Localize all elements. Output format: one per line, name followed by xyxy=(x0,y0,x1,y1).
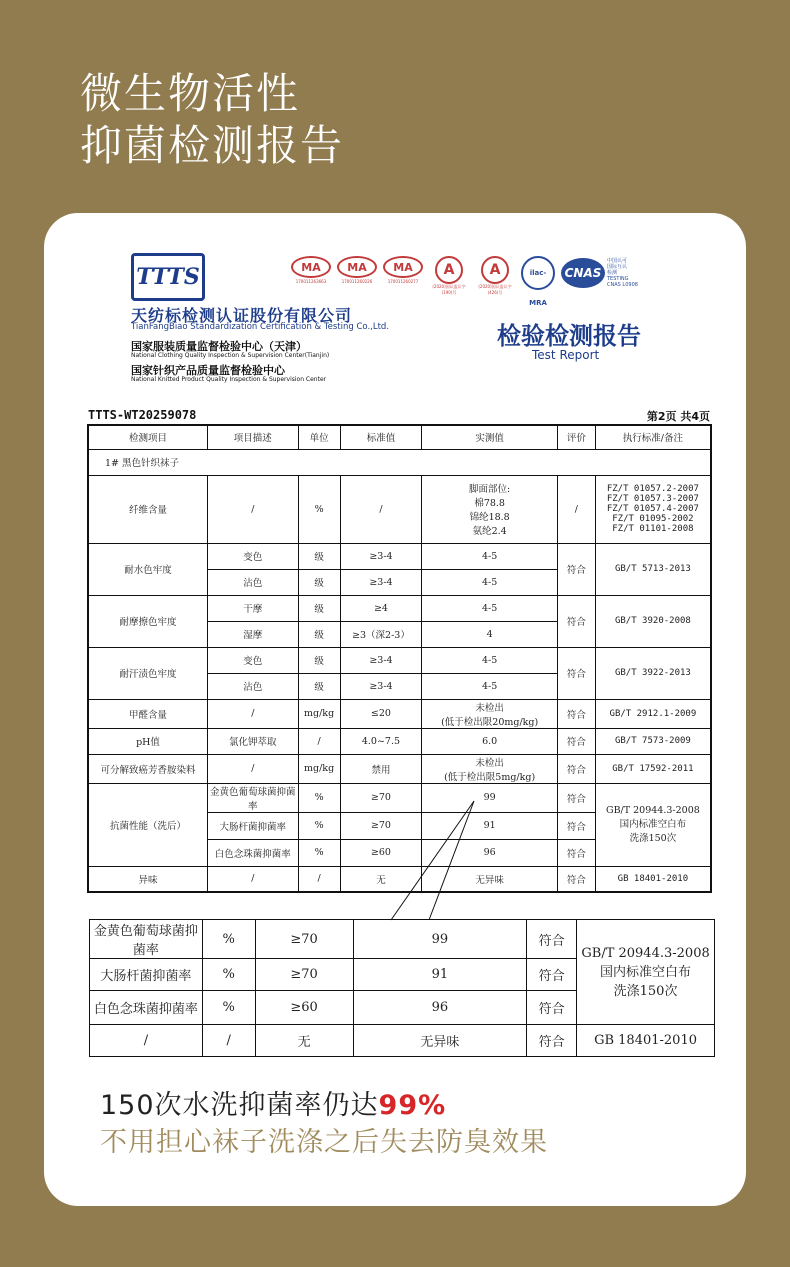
cal-mark-icon: A (2020)国认监认字(190)号 xyxy=(429,256,469,288)
table-row: 大肠杆菌抑菌率 % ≥70 91 符合 xyxy=(90,959,715,991)
table-row: 湿摩 级 ≥3（深2-3） 4 xyxy=(88,621,711,647)
table-header-row xyxy=(88,425,711,449)
center2-name: 国家针织产品质量监督检验中心 xyxy=(131,364,285,377)
ttts-logo: TTTS xyxy=(131,253,205,301)
cma-mark-icon: MA 170011260226 xyxy=(337,256,377,284)
caption-line1: 150次水洗抑菌率仍达99% xyxy=(100,1090,447,1121)
sample-row xyxy=(88,449,711,475)
hero-line1: 微生物活性 xyxy=(80,69,301,118)
table-row: 耐汗渍色牢度 变色 级 ≥3-4 4-5 符合 GB/T 3922-2013 xyxy=(88,647,711,673)
cnas-mark-icon: CNAS 中国认可 国际互认 检测 TESTING CNAS L0908 xyxy=(561,256,638,290)
zoomed-result-table xyxy=(89,919,715,1057)
table-row: 白色念珠菌抑菌率 % ≥60 96 符合 xyxy=(90,991,715,1025)
table-row: 抗菌性能（洗后） 金黄色葡萄球菌抑菌率 % ≥70 99 符合 GB/T 20944.3-2008 国内标准空白布 洗涤150次 xyxy=(88,783,711,812)
page-number: 第2页 共4页 xyxy=(646,410,710,423)
header-cell: 执行标准/备注 xyxy=(595,425,711,449)
table-row: 白色念珠菌抑菌率 % ≥60 96 符合 xyxy=(88,839,711,866)
table-row: 金黄色葡萄球菌抑菌率 % ≥70 99 符合 GB/T 20944.3-2008 国内标准空白布 洗涤150次 xyxy=(90,920,715,959)
table-row: 沾色 级 ≥3-4 4-5 xyxy=(88,673,711,699)
sample-label: 1# 黑色针织袜子 xyxy=(88,449,711,475)
hero-title xyxy=(80,68,344,172)
highlight-percent: 99% xyxy=(378,1090,447,1121)
table-row: 纤维含量 / % / 脚面部位: 棉78.8 锦纶18.8 氨纶2.4 / FZ/T 01057.2-2007 FZ/T 01057.3-2007 FZ/T 01057.4-2007 FZ/T 01095-2002 FZ/T 01101-2008 xyxy=(88,475,711,543)
header-cell: 评价 xyxy=(557,425,595,449)
cal-mark-icon: A (2020)国认监认字(426)号 xyxy=(475,256,515,288)
table-row: 耐水色牢度 变色 级 ≥3-4 4-5 符合 GB/T 5713-2013 xyxy=(88,543,711,569)
ilac-mra-icon: ilac-MRA xyxy=(521,256,555,290)
report-number: TTTS-WT20259078 xyxy=(88,408,197,422)
header-cell: 项目描述 xyxy=(208,425,299,449)
table-row: 异味 / / 无 无异味 符合 GB 18401-2010 xyxy=(88,866,711,892)
test-report-table xyxy=(87,424,712,893)
header-cell: 标准值 xyxy=(340,425,422,449)
table-row: 沾色 级 ≥3-4 4-5 xyxy=(88,569,711,595)
table-row: 可分解致癌芳香胺染料 / mg/kg 禁用 未检出 (低于检出限5mg/kg) 符合 GB/T 17592-2011 xyxy=(88,754,711,783)
hero-line2: 抑菌检测报告 xyxy=(80,121,345,170)
company-name: 天纺标检测认证股份有限公司 xyxy=(131,306,353,325)
header-cell: 检测项目 xyxy=(88,425,208,449)
center1-name: 国家服装质量监督检验中心（天津） xyxy=(131,340,307,353)
header-cell: 单位 xyxy=(298,425,340,449)
table-row: pH值 氯化钾萃取 / 4.0~7.5 6.0 符合 GB/T 7573-2009 xyxy=(88,728,711,754)
caption-line2: 不用担心袜子洗涤之后失去防臭效果 xyxy=(100,1127,548,1158)
table-row: 耐摩擦色牢度 干摩 级 ≥4 4-5 符合 GB/T 3920-2008 xyxy=(88,595,711,621)
table-row: / / 无 无异味 符合 GB 18401-2010 xyxy=(90,1025,715,1057)
report-title: 检验检测报告 xyxy=(497,321,641,350)
center2-name-en: National Knitted Product Quality Inspection & Supervision Center xyxy=(131,376,327,383)
certification-marks xyxy=(291,256,638,307)
report-title-en: Test Report xyxy=(532,348,600,362)
header-cell: 实测值 xyxy=(422,425,558,449)
table-row: 大肠杆菌抑菌率 % ≥70 91 符合 xyxy=(88,812,711,839)
table-row: 甲醛含量 / mg/kg ≤20 未检出 (低于检出限20mg/kg) 符合 GB/T 2912.1-2009 xyxy=(88,699,711,728)
company-name-en: TianFangBiao Standardization Certification & Testing Co.,Ltd. xyxy=(131,322,390,332)
cma-mark-icon: MA 170011260277 xyxy=(383,256,423,284)
cma-mark-icon: MA 170011263663 xyxy=(291,256,331,284)
center1-name-en: National Clothing Quality Inspection & Supervision Center(Tianjin) xyxy=(131,352,330,359)
